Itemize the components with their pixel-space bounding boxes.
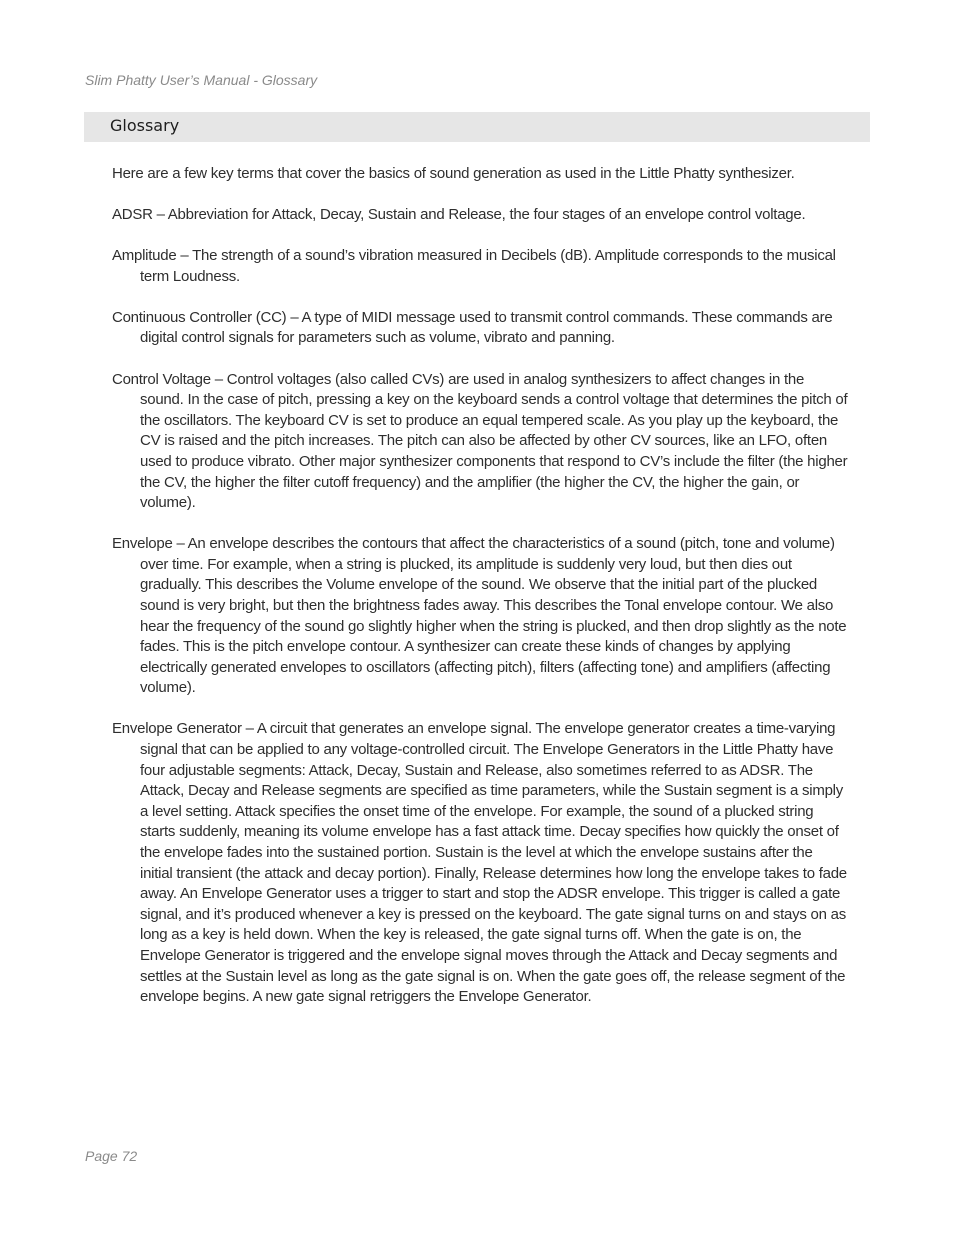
glossary-entry-adsr: ADSR – Abbreviation for Attack, Decay, Sustain and Release, the four stages of an envelope control voltage.: [112, 206, 806, 224]
glossary-entry-control-voltage: Control Voltage – Control voltages (also called CVs) are used in analog synthesizers to affect changes in the sound. In the case of pitch, pressing a key on the keyboard sends a control voltage that determines the pitch of the oscillators. The keyboard CV is set to produce an equal tempered scale. As you play up the keyboard, the CV is raised and the pitch increases. The pitch can also be affected by other CV sources, like an LFO, often used to produce vibrato. Other major synthesizer components that respond to CV’s include the filter (the higher the CV, the higher the filter cutoff frequency) and the amplifier (the higher the CV, the higher the gain, or volume).: [112, 370, 848, 512]
section-title: Glossary: [110, 116, 180, 135]
glossary-content: [112, 164, 848, 1028]
glossary-entry-envelope-generator: Envelope Generator – A circuit that generates an envelope signal. The envelope generator creates a time-varying signal that can be applied to any voltage-controlled circuit. The Envelope Generators in the Little Phatty have four adjustable segments: Attack, Decay, Sustain and Release, also sometimes referred to as ADSR. The Attack, Decay and Release segments are specified as time parameters, while the Sustain segment is a simply a level setting. Attack specifies the onset time of the envelope. For example, the sound of a plucked string starts suddenly, meaning its volume envelope has a fast attack time. Decay specifies how quickly the onset of the envelope fades into the sustained portion. Sustain is the level at which the envelope sustains after the initial transient (the attack and decay portion). Finally, Release determines how long the envelope takes to fade away. An Envelope Generator uses a trigger to start and stop the ADSR envelope. This trigger is called a gate signal, and it’s produced whenever a key is pressed on the keyboard. The gate signal turns on and stays on as long as a key is held down. When the key is released, the gate signal turns off. When the gate is on, the Envelope Generator is triggered and the envelope signal moves through the Attack and Decay segments and settles at the Sustain level as long as the gate signal is on. When the gate goes off, the release segment of the envelope begins. A new gate signal retriggers the Envelope Generator.: [112, 720, 847, 1006]
intro-paragraph: Here are a few key terms that cover the basics of sound generation as used in the Little Phatty synthesizer.: [112, 165, 795, 182]
glossary-entry-continuous-controller: Continuous Controller (CC) – A type of MIDI message used to transmit control commands. These commands are digital control signals for parameters such as volume, vibrato and panning.: [112, 308, 833, 347]
section-header-bar: [84, 112, 870, 142]
page-number: Page 72: [85, 1148, 138, 1164]
running-header: Slim Phatty User’s Manual - Glossary: [85, 72, 318, 88]
glossary-entry-envelope: Envelope – An envelope describes the contours that affect the characteristics of a sound (pitch, tone and volume) over time. For example, when a string is plucked, its amplitude is suddenly very loud, but then dies out gradually. This describes the Volume envelope of the sound. We observe that the initial part of the plucked sound is very bright, but then the brightness fades away. This describes the Tonal envelope contour. We also hear the frequency of the sound go slightly higher when the string is plucked, and then drop slightly as the note fades. This is the pitch envelope contour. A synthesizer can create these kinds of changes by applying electrically generated envelopes to oscillators (affecting pitch), filters (affecting tone) and amplifiers (affecting volume).: [112, 535, 847, 697]
glossary-entry-amplitude: Amplitude – The strength of a sound’s vibration measured in Decibels (dB). Amplitude corresponds to the musical term Loudness.: [112, 247, 836, 285]
